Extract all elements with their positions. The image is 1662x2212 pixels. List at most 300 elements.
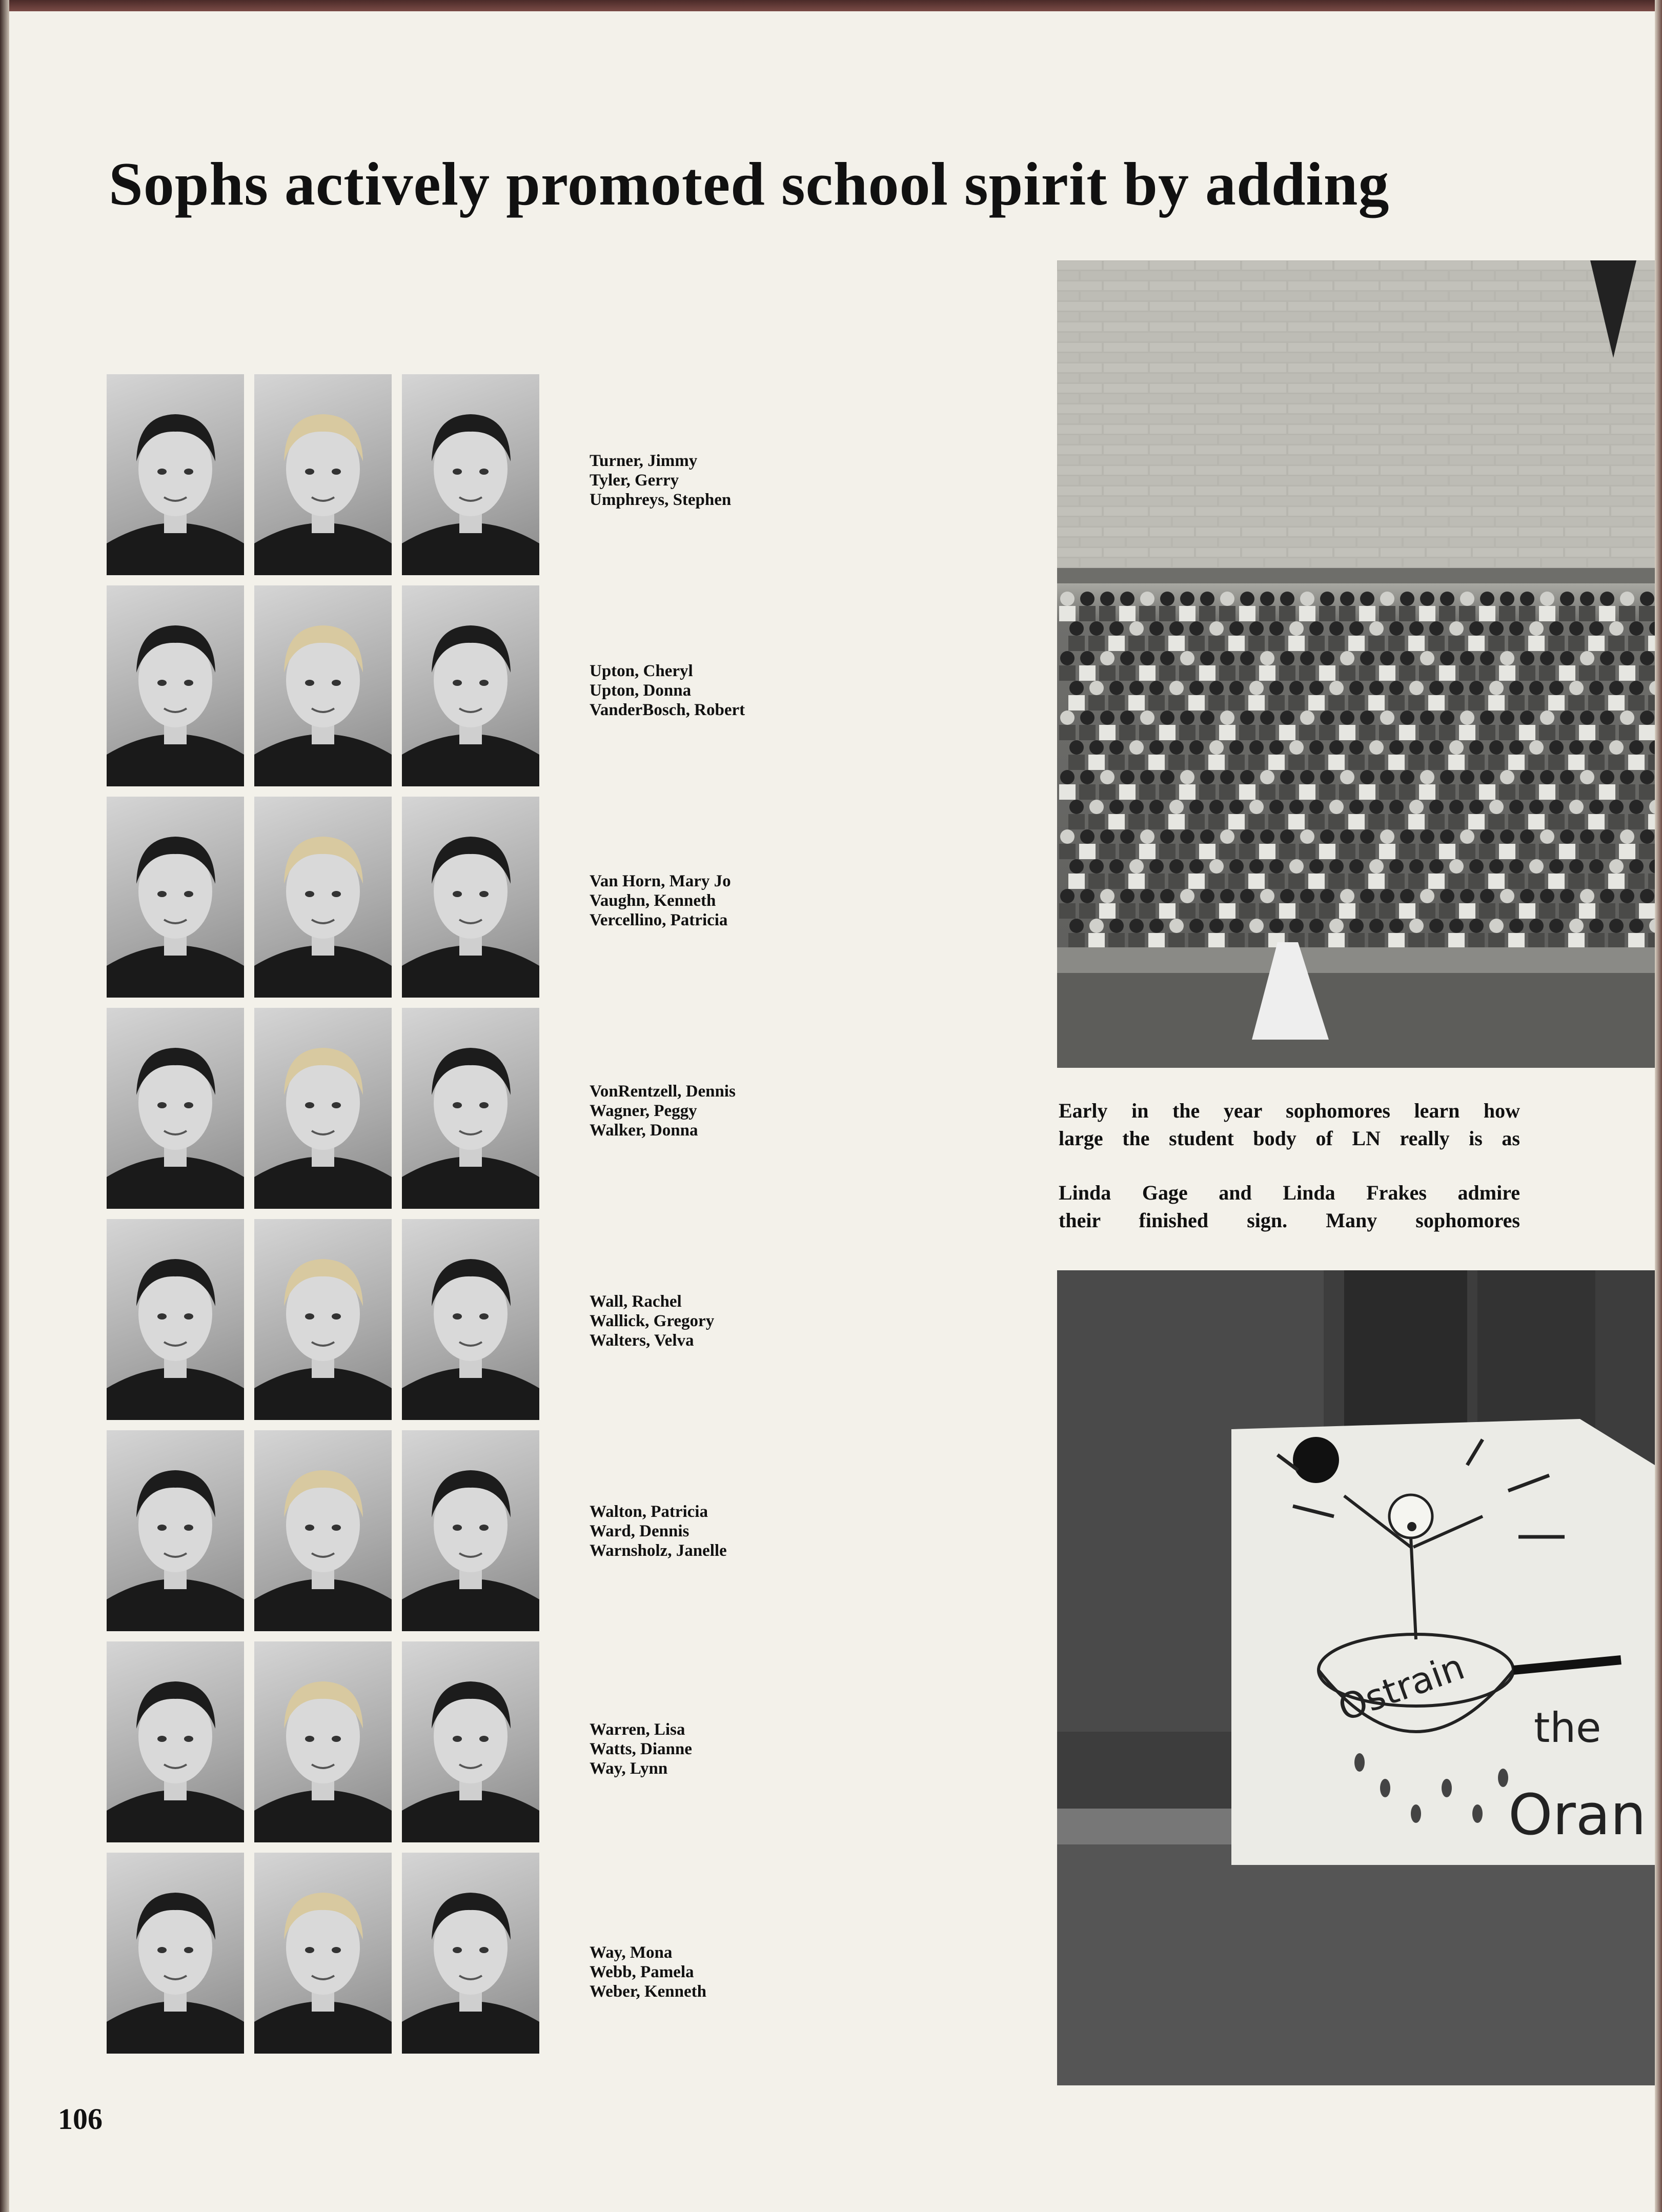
sign-caption bbox=[1059, 1179, 1520, 1234]
crowd-person-body bbox=[1159, 725, 1175, 740]
crowd-person bbox=[1180, 592, 1194, 606]
crowd-person bbox=[1149, 800, 1164, 814]
crowd-person bbox=[1409, 740, 1424, 755]
student-portrait bbox=[254, 797, 392, 998]
crowd-person bbox=[1469, 919, 1484, 933]
crowd-person-body bbox=[1488, 874, 1505, 889]
crowd-person-body bbox=[1568, 695, 1585, 711]
crowd-person bbox=[1229, 800, 1244, 814]
crowd-person bbox=[1240, 770, 1254, 784]
crowd-person bbox=[1560, 770, 1574, 784]
crowd-person bbox=[1120, 770, 1134, 784]
crowd-person-body bbox=[1539, 844, 1555, 859]
crowd-person bbox=[1340, 711, 1354, 725]
crowd-person-body bbox=[1548, 814, 1565, 829]
crowd-person bbox=[1649, 740, 1655, 755]
crowd-person bbox=[1060, 711, 1075, 725]
crowd-person-body bbox=[1139, 725, 1156, 740]
crowd-person bbox=[1229, 681, 1244, 695]
crowd-person bbox=[1220, 829, 1234, 844]
crowd-person-body bbox=[1168, 874, 1185, 889]
crowd-person-body bbox=[1099, 665, 1116, 681]
crowd-person-body bbox=[1559, 844, 1575, 859]
crowd-person bbox=[1529, 859, 1544, 874]
crowd-person bbox=[1509, 859, 1524, 874]
crowd-person bbox=[1649, 800, 1655, 814]
crowd-person bbox=[1289, 919, 1304, 933]
crowd-person bbox=[1080, 829, 1095, 844]
crowd-person-body bbox=[1419, 784, 1435, 800]
crowd-person-body bbox=[1519, 725, 1535, 740]
portrait-drawing bbox=[107, 1430, 244, 1631]
crowd-person bbox=[1129, 740, 1144, 755]
student-name: Turner, Jimmy bbox=[590, 452, 698, 470]
crowd-person-body bbox=[1328, 755, 1345, 770]
crowd-person bbox=[1060, 889, 1075, 903]
crowd-person bbox=[1209, 740, 1224, 755]
crowd-person-body bbox=[1248, 636, 1265, 651]
crowd-person-body bbox=[1368, 814, 1385, 829]
crowd-person-body bbox=[1479, 784, 1495, 800]
crowd-person-body bbox=[1608, 636, 1625, 651]
name-list bbox=[590, 1943, 897, 2001]
crowd-person bbox=[1069, 681, 1084, 695]
crowd-person-body bbox=[1548, 755, 1565, 770]
crowd-person-body bbox=[1279, 725, 1295, 740]
crowd-person bbox=[1489, 740, 1504, 755]
crowd-person-body bbox=[1179, 903, 1195, 919]
crowd-person bbox=[1160, 829, 1174, 844]
student-name: Wall, Rachel bbox=[590, 1292, 682, 1311]
crowd-person-body bbox=[1319, 725, 1335, 740]
crowd-person bbox=[1069, 800, 1084, 814]
crowd-person bbox=[1409, 621, 1424, 636]
crowd-person-body bbox=[1539, 903, 1555, 919]
crowd-person bbox=[1260, 711, 1274, 725]
crowd-person-body bbox=[1648, 874, 1655, 889]
crowd-person-body bbox=[1508, 636, 1525, 651]
crowd-person bbox=[1209, 621, 1224, 636]
crowd-person bbox=[1620, 592, 1634, 606]
student-name: Upton, Donna bbox=[590, 681, 692, 700]
page-top-edge bbox=[0, 0, 1662, 11]
crowd-person bbox=[1460, 889, 1474, 903]
crowd-person bbox=[1469, 621, 1484, 636]
crowd-person-body bbox=[1348, 874, 1365, 889]
crowd-person-body bbox=[1168, 636, 1185, 651]
crowd-person-body bbox=[1428, 636, 1445, 651]
crowd-person-body bbox=[1228, 933, 1245, 948]
crowd-person-body bbox=[1139, 903, 1156, 919]
student-portrait bbox=[402, 374, 539, 575]
crowd-person bbox=[1569, 681, 1584, 695]
crowd-person bbox=[1520, 829, 1534, 844]
student-name: Vercellino, Patricia bbox=[590, 911, 728, 929]
crowd-person-body bbox=[1528, 755, 1545, 770]
crowd-person-body bbox=[1408, 695, 1425, 711]
crowd-person bbox=[1089, 681, 1104, 695]
crowd-person-body bbox=[1608, 933, 1625, 948]
crowd-person-body bbox=[1559, 725, 1575, 740]
crowd-person bbox=[1480, 770, 1494, 784]
crowd-person-body bbox=[1379, 844, 1395, 859]
crowd-person-body bbox=[1199, 844, 1215, 859]
page-left-edge bbox=[0, 0, 9, 2212]
crowd-person bbox=[1609, 740, 1624, 755]
crowd-person bbox=[1140, 829, 1154, 844]
crowd-person-body bbox=[1619, 665, 1635, 681]
crowd-person bbox=[1140, 651, 1154, 665]
crowd-person bbox=[1340, 592, 1354, 606]
crowd-person-body bbox=[1579, 784, 1595, 800]
crowd-person-body bbox=[1639, 665, 1655, 681]
crowd-person bbox=[1640, 592, 1654, 606]
crowd-person bbox=[1529, 800, 1544, 814]
crowd-person-body bbox=[1419, 606, 1435, 621]
crowd-person bbox=[1080, 889, 1095, 903]
crowd-person bbox=[1349, 859, 1364, 874]
crowd-person bbox=[1529, 621, 1544, 636]
crowd-person bbox=[1609, 859, 1624, 874]
crowd-person bbox=[1369, 740, 1384, 755]
crowd-person bbox=[1209, 800, 1224, 814]
crowd-person bbox=[1380, 651, 1394, 665]
crowd-person bbox=[1540, 711, 1554, 725]
crowd-person bbox=[1469, 681, 1484, 695]
crowd-person-body bbox=[1179, 844, 1195, 859]
crowd-person-body bbox=[1468, 874, 1485, 889]
crowd-person bbox=[1329, 681, 1344, 695]
assembly-photo bbox=[1057, 260, 1655, 1068]
crowd-person bbox=[1169, 800, 1184, 814]
portrait-drawing bbox=[402, 797, 539, 998]
crowd-person-body bbox=[1199, 784, 1215, 800]
crowd-person-body bbox=[1308, 755, 1325, 770]
crowd-person-body bbox=[1199, 903, 1215, 919]
crowd-person bbox=[1389, 621, 1404, 636]
student-name: Umphreys, Stephen bbox=[590, 491, 732, 509]
crowd-person bbox=[1489, 919, 1504, 933]
crowd-person-body bbox=[1459, 665, 1475, 681]
crowd-person bbox=[1420, 889, 1434, 903]
crowd-person-body bbox=[1459, 903, 1475, 919]
crowd-person bbox=[1380, 770, 1394, 784]
crowd-person-body bbox=[1339, 665, 1355, 681]
crowd-person bbox=[1300, 711, 1314, 725]
crowd-person bbox=[1089, 621, 1104, 636]
crowd-person-body bbox=[1168, 933, 1185, 948]
crowd-person bbox=[1549, 621, 1564, 636]
crowd-person bbox=[1100, 592, 1114, 606]
crowd-person-body bbox=[1368, 874, 1385, 889]
crowd-person bbox=[1309, 859, 1324, 874]
crowd-person bbox=[1569, 800, 1584, 814]
crowd-person-body bbox=[1488, 695, 1505, 711]
crowd-person bbox=[1060, 651, 1075, 665]
crowd-person-body bbox=[1359, 725, 1375, 740]
crowd-person-body bbox=[1508, 755, 1525, 770]
crowd-person-body bbox=[1548, 636, 1565, 651]
crowd-person-body bbox=[1619, 725, 1635, 740]
crowd-person bbox=[1180, 829, 1194, 844]
crowd-person bbox=[1269, 740, 1284, 755]
crowd-person-body bbox=[1159, 665, 1175, 681]
crowd-person-body bbox=[1568, 755, 1585, 770]
crowd-person bbox=[1409, 919, 1424, 933]
crowd-person-body bbox=[1519, 844, 1535, 859]
crowd-person bbox=[1080, 651, 1095, 665]
sign-photo bbox=[1057, 1270, 1655, 2085]
student-name: Walters, Velva bbox=[590, 1331, 694, 1350]
crowd-person bbox=[1489, 621, 1504, 636]
crowd-person bbox=[1589, 800, 1604, 814]
crowd-person-body bbox=[1159, 606, 1175, 621]
crowd-person-body bbox=[1368, 695, 1385, 711]
crowd-person bbox=[1529, 681, 1544, 695]
student-portrait bbox=[254, 1641, 392, 1842]
crowd-person bbox=[1280, 770, 1294, 784]
crowd-person bbox=[1640, 711, 1654, 725]
crowd-person bbox=[1160, 592, 1174, 606]
crowd-person-body bbox=[1539, 784, 1555, 800]
crowd-person-body bbox=[1088, 814, 1105, 829]
crowd-person bbox=[1380, 829, 1394, 844]
crowd-person bbox=[1220, 770, 1234, 784]
crowd-person-body bbox=[1119, 903, 1136, 919]
crowd-person-body bbox=[1599, 606, 1615, 621]
crowd-person bbox=[1120, 829, 1134, 844]
crowd-person bbox=[1600, 592, 1614, 606]
crowd-person-body bbox=[1288, 695, 1305, 711]
student-name: Tyler, Gerry bbox=[590, 471, 679, 490]
crowd-person-body bbox=[1108, 636, 1125, 651]
crowd-person-body bbox=[1088, 933, 1105, 948]
crowd-person bbox=[1240, 711, 1254, 725]
crowd-person-body bbox=[1299, 606, 1315, 621]
crowd-person bbox=[1520, 770, 1534, 784]
crowd-person bbox=[1089, 740, 1104, 755]
crowd-person-body bbox=[1059, 665, 1076, 681]
sign-word-3: Oran bbox=[1508, 1782, 1646, 1848]
crowd-person-body bbox=[1248, 814, 1265, 829]
crowd-person bbox=[1460, 770, 1474, 784]
crowd-person bbox=[1589, 919, 1604, 933]
crowd-person-body bbox=[1268, 636, 1285, 651]
crowd-person bbox=[1500, 829, 1514, 844]
crowd-person-body bbox=[1188, 874, 1205, 889]
crowd-person-body bbox=[1159, 844, 1175, 859]
crowd-person-body bbox=[1388, 636, 1405, 651]
crowd-person-body bbox=[1099, 725, 1116, 740]
crowd-person-body bbox=[1119, 665, 1136, 681]
crowd-person bbox=[1540, 889, 1554, 903]
crowd-person-body bbox=[1239, 665, 1255, 681]
crowd-person bbox=[1509, 800, 1524, 814]
crowd-person bbox=[1080, 770, 1095, 784]
crowd-person bbox=[1300, 829, 1314, 844]
crowd-person bbox=[1489, 681, 1504, 695]
crowd-person-body bbox=[1139, 844, 1156, 859]
portrait-drawing bbox=[254, 797, 392, 998]
crowd-person-body bbox=[1148, 874, 1165, 889]
crowd-person-body bbox=[1628, 933, 1645, 948]
crowd-person bbox=[1240, 829, 1254, 844]
crowd-person-body bbox=[1648, 695, 1655, 711]
crowd-person-body bbox=[1208, 695, 1225, 711]
crowd-person-body bbox=[1259, 725, 1275, 740]
crowd-person bbox=[1560, 711, 1574, 725]
crowd-person bbox=[1460, 829, 1474, 844]
crowd-person-body bbox=[1148, 755, 1165, 770]
crowd-person-body bbox=[1339, 844, 1355, 859]
crowd-person-body bbox=[1348, 814, 1365, 829]
crowd-person bbox=[1349, 740, 1364, 755]
crowd-person bbox=[1280, 651, 1294, 665]
crowd-person bbox=[1129, 919, 1144, 933]
portrait-drawing bbox=[402, 585, 539, 786]
crowd-person-body bbox=[1319, 903, 1335, 919]
crowd-person-body bbox=[1439, 606, 1455, 621]
student-name: Wallick, Gregory bbox=[590, 1312, 715, 1330]
crowd-person bbox=[1440, 711, 1454, 725]
crowd-person-body bbox=[1419, 903, 1435, 919]
portrait-drawing bbox=[402, 1430, 539, 1631]
crowd-person bbox=[1100, 829, 1114, 844]
crowd-person-body bbox=[1408, 755, 1425, 770]
crowd-person bbox=[1280, 829, 1294, 844]
crowd-person-body bbox=[1448, 814, 1465, 829]
crowd-person bbox=[1109, 621, 1124, 636]
crowd-person bbox=[1540, 651, 1554, 665]
portrait-drawing bbox=[402, 1641, 539, 1842]
crowd-person-body bbox=[1519, 903, 1535, 919]
crowd-person-body bbox=[1368, 636, 1385, 651]
crowd-person-body bbox=[1348, 636, 1365, 651]
crowd-person-body bbox=[1568, 814, 1585, 829]
crowd-person-body bbox=[1439, 784, 1455, 800]
crowd-person bbox=[1600, 889, 1614, 903]
crowd-person-body bbox=[1088, 636, 1105, 651]
crowd-person-body bbox=[1468, 933, 1485, 948]
crowd-person bbox=[1200, 770, 1214, 784]
crowd-person bbox=[1169, 919, 1184, 933]
crowd-person bbox=[1089, 800, 1104, 814]
crowd-person bbox=[1160, 889, 1174, 903]
crowd-person-body bbox=[1439, 844, 1455, 859]
crowd-person bbox=[1389, 681, 1404, 695]
crowd-person-body bbox=[1108, 874, 1125, 889]
crowd-person-body bbox=[1579, 665, 1595, 681]
crowd-person-body bbox=[1648, 636, 1655, 651]
crowd-person-body bbox=[1068, 755, 1085, 770]
crowd-person-body bbox=[1139, 606, 1156, 621]
crowd-person-body bbox=[1628, 695, 1645, 711]
crowd-person bbox=[1509, 919, 1524, 933]
crowd-person bbox=[1329, 859, 1344, 874]
crowd-person-body bbox=[1459, 606, 1475, 621]
portrait-drawing bbox=[107, 1853, 244, 2054]
crowd-person-body bbox=[1328, 695, 1345, 711]
crowd-person bbox=[1329, 919, 1344, 933]
crowd-person bbox=[1620, 711, 1634, 725]
crowd-person-body bbox=[1108, 933, 1125, 948]
crowd-person bbox=[1260, 889, 1274, 903]
crowd-person-body bbox=[1439, 725, 1455, 740]
crowd-person bbox=[1149, 621, 1164, 636]
crowd-person-body bbox=[1528, 874, 1545, 889]
crowd-person bbox=[1649, 919, 1655, 933]
crowd-person-body bbox=[1548, 874, 1565, 889]
crowd-person bbox=[1140, 770, 1154, 784]
crowd-person-body bbox=[1268, 814, 1285, 829]
crowd-person-body bbox=[1079, 784, 1096, 800]
crowd-person-body bbox=[1488, 755, 1505, 770]
crowd-person-body bbox=[1399, 606, 1415, 621]
page-number: 106 bbox=[58, 2102, 103, 2136]
crowd-person bbox=[1320, 711, 1334, 725]
crowd-person bbox=[1200, 592, 1214, 606]
crowd-person-body bbox=[1448, 755, 1465, 770]
crowd-person bbox=[1249, 621, 1264, 636]
student-portrait bbox=[254, 1430, 392, 1631]
crowd-person bbox=[1600, 711, 1614, 725]
crowd-person bbox=[1549, 859, 1564, 874]
crowd-person-body bbox=[1359, 844, 1375, 859]
crowd-person bbox=[1480, 592, 1494, 606]
crowd-person-body bbox=[1328, 814, 1345, 829]
crowd-person-body bbox=[1219, 665, 1235, 681]
crowd-person-body bbox=[1079, 665, 1096, 681]
crowd-person bbox=[1569, 919, 1584, 933]
crowd-person bbox=[1320, 770, 1334, 784]
crowd-person bbox=[1500, 711, 1514, 725]
student-name: Warnsholz, Janelle bbox=[590, 1541, 727, 1560]
crowd-person bbox=[1129, 859, 1144, 874]
crowd-person bbox=[1509, 681, 1524, 695]
crowd-person bbox=[1080, 711, 1095, 725]
crowd-person bbox=[1280, 711, 1294, 725]
crowd-person bbox=[1189, 859, 1204, 874]
crowd-person bbox=[1429, 740, 1444, 755]
crowd-person-body bbox=[1099, 844, 1116, 859]
crowd-person-body bbox=[1599, 844, 1615, 859]
crowd-person-body bbox=[1088, 874, 1105, 889]
crowd-person-body bbox=[1259, 606, 1275, 621]
crowd-person bbox=[1629, 681, 1644, 695]
crowd-person-body bbox=[1468, 755, 1485, 770]
crowd-person bbox=[1309, 740, 1324, 755]
crowd-person-body bbox=[1279, 606, 1295, 621]
crowd-person-body bbox=[1119, 784, 1136, 800]
crowd-person bbox=[1060, 592, 1075, 606]
crowd-person bbox=[1389, 919, 1404, 933]
crowd-person bbox=[1340, 829, 1354, 844]
crowd-person bbox=[1080, 592, 1095, 606]
crowd-person bbox=[1369, 621, 1384, 636]
student-portrait bbox=[107, 1641, 244, 1842]
crowd-person bbox=[1340, 651, 1354, 665]
crowd-person bbox=[1629, 621, 1644, 636]
crowd-person bbox=[1340, 889, 1354, 903]
crowd-person-body bbox=[1448, 874, 1465, 889]
crowd-person bbox=[1140, 889, 1154, 903]
student-name: Van Horn, Mary Jo bbox=[590, 872, 731, 890]
crowd-person-body bbox=[1168, 814, 1185, 829]
crowd-person bbox=[1309, 800, 1324, 814]
crowd-person-body bbox=[1528, 933, 1545, 948]
student-name: Webb, Pamela bbox=[590, 1963, 694, 1981]
name-list bbox=[590, 1502, 897, 1560]
